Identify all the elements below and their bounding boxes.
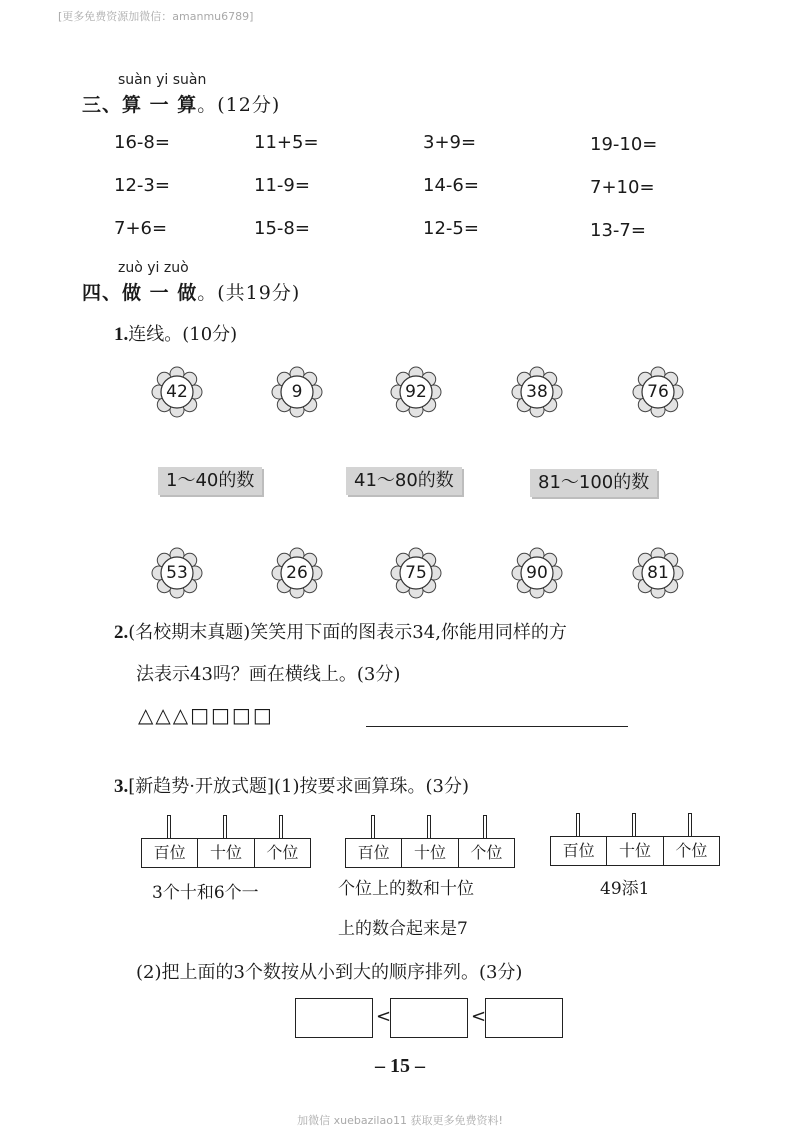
abacus-base bbox=[141, 838, 311, 868]
math-problem: 13-7= bbox=[590, 220, 646, 241]
flower-number[interactable] bbox=[151, 547, 203, 599]
flower-number[interactable] bbox=[271, 366, 323, 418]
math-problem: 16-8= bbox=[114, 132, 170, 153]
flower-number-label: 9 bbox=[291, 382, 303, 402]
flower-number[interactable] bbox=[632, 547, 684, 599]
range-box[interactable]: 41～80的数 bbox=[346, 467, 462, 495]
abacus-rod[interactable] bbox=[632, 813, 636, 837]
watermark-bottom: 加微信 xuebazilao11 获取更多免费资料! bbox=[297, 1114, 503, 1127]
range-box[interactable]: 1～40的数 bbox=[158, 467, 262, 495]
abacus-caption: 上的数合起来是7 bbox=[338, 919, 468, 939]
math-problem: 15-8= bbox=[254, 218, 310, 239]
q2-number: 2. bbox=[114, 622, 129, 643]
q3-heading bbox=[114, 772, 469, 798]
q3-number: 3. bbox=[114, 776, 129, 797]
less-than-sign: < bbox=[376, 1006, 392, 1027]
less-than-sign: < bbox=[471, 1006, 487, 1027]
watermark-top: [更多免费资源加微信：amanmu6789] bbox=[58, 10, 254, 23]
section4-title: 四、做 一 做 bbox=[82, 282, 198, 304]
flower-number-label: 53 bbox=[166, 563, 188, 583]
abacus-rod[interactable] bbox=[371, 815, 375, 839]
section4-heading bbox=[82, 278, 300, 305]
place-tens: 十位 bbox=[198, 839, 254, 867]
section3-points: 。(12分) bbox=[197, 94, 281, 116]
q1-heading bbox=[114, 320, 237, 346]
section4-points: 。(共19分) bbox=[197, 282, 301, 304]
q2-text-line2: 法表示43吗？画在横线上。(3分) bbox=[136, 664, 401, 685]
place-tens: 十位 bbox=[402, 839, 458, 867]
flower-number[interactable] bbox=[390, 547, 442, 599]
range-box[interactable]: 81～100的数 bbox=[530, 469, 657, 497]
place-hundreds: 百位 bbox=[551, 837, 607, 865]
abacus-base bbox=[345, 838, 515, 868]
flower-number[interactable] bbox=[511, 547, 563, 599]
section3-title: 三、算 一 算 bbox=[82, 94, 198, 116]
place-ones: 个位 bbox=[470, 843, 503, 862]
abacus-caption: 个位上的数和十位 bbox=[338, 879, 474, 899]
section3-pinyin: suàn yi suàn bbox=[118, 72, 207, 88]
math-problem: 3+9= bbox=[423, 132, 477, 153]
flower-number[interactable] bbox=[390, 366, 442, 418]
place-hundreds: 百位 bbox=[346, 839, 402, 867]
flower-number-label: 75 bbox=[405, 563, 427, 583]
abacus-rod[interactable] bbox=[483, 815, 487, 839]
place-tens: 十位 bbox=[607, 837, 663, 865]
math-problem: 11-9= bbox=[254, 175, 310, 196]
place-ones: 个位 bbox=[266, 843, 299, 862]
abacus-rod[interactable] bbox=[167, 815, 171, 839]
flower-number-label: 38 bbox=[526, 382, 548, 402]
math-problem: 11+5= bbox=[254, 132, 319, 153]
place-hundreds: 百位 bbox=[142, 839, 198, 867]
math-problem: 7+10= bbox=[590, 177, 655, 198]
q3-part2-text: (2)把上面的3个数按从小到大的顺序排列。(3分) bbox=[136, 962, 523, 983]
abacus-base bbox=[550, 836, 720, 866]
order-answer-box[interactable] bbox=[485, 998, 563, 1038]
math-problem: 12-3= bbox=[114, 175, 170, 196]
flower-number-label: 42 bbox=[166, 382, 188, 402]
abacus-rod[interactable] bbox=[688, 813, 692, 837]
shape-sequence: △△△□□□□ bbox=[138, 703, 274, 727]
abacus-caption: 49添1 bbox=[600, 879, 650, 899]
q1-text: 连线。(10分) bbox=[128, 324, 238, 345]
abacus-rod[interactable] bbox=[427, 815, 431, 839]
q2-line1 bbox=[114, 618, 567, 644]
flower-number-label: 90 bbox=[526, 563, 548, 583]
section4-pinyin: zuò yi zuò bbox=[118, 260, 189, 276]
flower-number[interactable] bbox=[271, 547, 323, 599]
page-number: – 15 – bbox=[375, 1055, 425, 1077]
answer-line[interactable] bbox=[366, 726, 628, 727]
math-problem: 7+6= bbox=[114, 218, 168, 239]
flower-number[interactable] bbox=[632, 366, 684, 418]
order-answer-box[interactable] bbox=[390, 998, 468, 1038]
abacus-caption: 3个十和6个一 bbox=[152, 883, 259, 903]
flower-number[interactable] bbox=[151, 366, 203, 418]
abacus-rod[interactable] bbox=[576, 813, 580, 837]
flower-number-label: 76 bbox=[647, 382, 669, 402]
place-ones: 个位 bbox=[675, 841, 708, 860]
abacus-rod[interactable] bbox=[223, 815, 227, 839]
order-answer-box[interactable] bbox=[295, 998, 373, 1038]
q1-number: 1. bbox=[114, 324, 129, 345]
abacus-rod[interactable] bbox=[279, 815, 283, 839]
flower-number-label: 92 bbox=[405, 382, 427, 402]
flower-number-label: 26 bbox=[286, 563, 308, 583]
q3-text: [新趋势·开放式题](1)按要求画算珠。(3分) bbox=[128, 776, 470, 797]
math-problem: 14-6= bbox=[423, 175, 479, 196]
q2-text-line1: (名校期末真题)笑笑用下面的图表示34,你能用同样的方 bbox=[128, 622, 567, 643]
flower-number[interactable] bbox=[511, 366, 563, 418]
math-problem: 19-10= bbox=[590, 134, 658, 155]
math-problem: 12-5= bbox=[423, 218, 479, 239]
flower-number-label: 81 bbox=[647, 563, 669, 583]
section3-heading bbox=[82, 90, 280, 117]
